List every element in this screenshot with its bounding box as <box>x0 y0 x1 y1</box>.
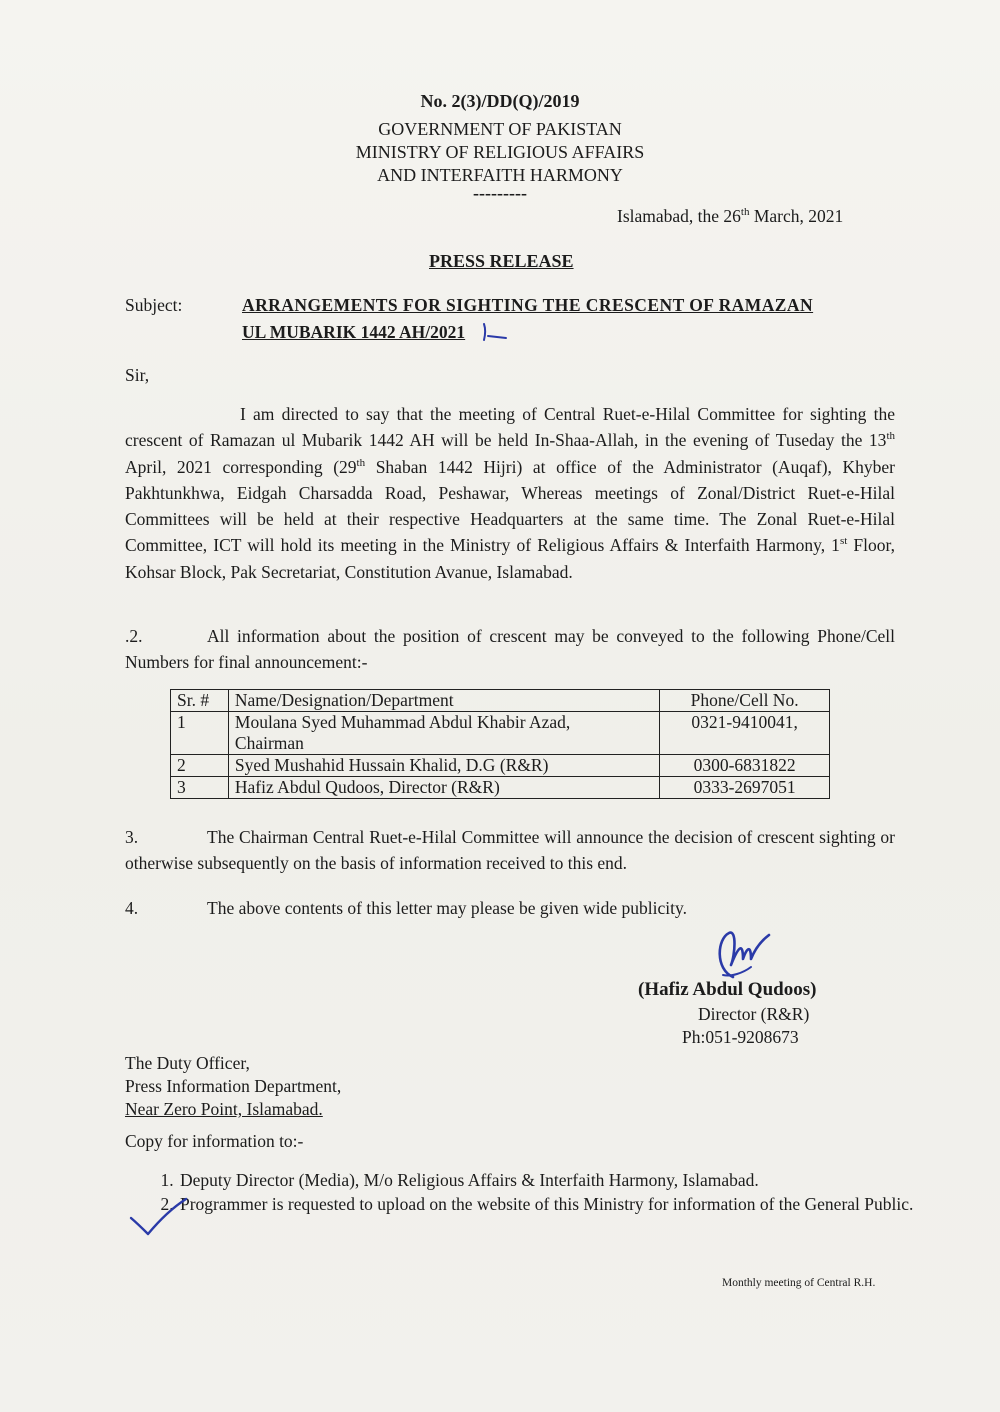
paragraph-2: .2. All information about the position of crescent may be conveyed to the following Phone/Cell Numbers for final announcement:- <box>125 623 895 676</box>
reference-number: No. 2(3)/DD(Q)/2019 <box>420 91 580 111</box>
copy-label: Copy for information to:- <box>125 1131 304 1151</box>
paragraph-1: I am directed to say that the meeting of Central Ruet-e-Hilal Committee for sighting the crescent of Ramazan ul Mubarik 1442 AH will be held In-Shaa-Allah, in the evening of Tuseday the 13th April, 2021 corresponding (29th Shaban 1442 Hijri) at office of the Administrator (Auqaf), Khyber Pakhtunkhwa, Eidgah Charsadda Road, Peshawar, Whereas meetings of Zonal/District Ruet-e-Hilal Committees will be held at their respective Headquarters at the same time. The Zonal Ruet-e-Hilal Committee, ICT will hold its meeting in the Ministry of Religious Affairs & Interfaith Harmony, 1st Floor, Kohsar Block, Pak Secretariat, Constitution Avanue, Islamabad. <box>125 404 895 582</box>
signatory-title: Director (R&R) <box>698 1004 810 1024</box>
list-item: 2. Programmer is requested to upload on the website of this Ministry for information of the General Public. <box>178 1192 958 1216</box>
header-line-ministry: MINISTRY OF RELIGIOUS AFFAIRS <box>355 142 645 162</box>
table-row <box>171 777 830 799</box>
row-sr: 2 <box>171 755 229 777</box>
paragraph-2-number: .2. <box>125 626 143 646</box>
table-row <box>171 712 830 755</box>
subject-label: Subject: <box>125 295 183 315</box>
row-name: Syed Mushahid Hussain Khalid, D.G (R&R) <box>228 755 659 777</box>
salutation: Sir, <box>125 365 150 385</box>
copy-list <box>125 1168 958 1216</box>
paragraph-4: 4. The above contents of this letter may please be given wide publicity. <box>125 895 895 921</box>
row-phone: 0321-9410041, <box>660 712 830 755</box>
paragraph-3-number: 3. <box>125 827 139 847</box>
checkmark-icon <box>128 1196 190 1238</box>
footnote: Monthly meeting of Central R.H. <box>722 1277 876 1289</box>
contact-table <box>170 689 830 799</box>
row-sr: 1 <box>171 712 229 755</box>
header-line-interfaith: AND INTERFAITH HARMONY <box>377 165 623 185</box>
document-date: Islamabad, the 26th March, 2021 <box>617 206 844 226</box>
subject-line-2: UL MUBARIK 1442 AH/2021 <box>242 322 466 342</box>
row-phone: 0300-6831822 <box>660 755 830 777</box>
paragraph-4-number: 4. <box>125 898 139 918</box>
header-sr: Sr. # <box>171 690 229 712</box>
signatory-name: (Hafiz Abdul Qudoos) <box>638 979 817 1000</box>
paragraph-3: 3. The Chairman Central Ruet-e-Hilal Committee will announce the decision of crescent sighting or otherwise subsequently on the basis of information received to this end. <box>125 824 895 877</box>
row-sr: 3 <box>171 777 229 799</box>
recipient-line-2: Press Information Department, <box>125 1076 342 1096</box>
subject-line-1: ARRANGEMENTS FOR SIGHTING THE CRESCENT OF RAMAZAN <box>242 295 814 315</box>
signature <box>705 925 775 985</box>
press-release-title: PRESS RELEASE <box>429 251 574 271</box>
header-line-government: GOVERNMENT OF PAKISTAN <box>378 119 622 139</box>
table-row <box>171 755 830 777</box>
row-name: Moulana Syed Muhammad Abdul Khabir Azad, Chairman <box>228 712 659 755</box>
signatory-phone: Ph:051-9208673 <box>682 1027 799 1047</box>
header-phone: Phone/Cell No. <box>660 690 830 712</box>
table-header-row <box>171 690 830 712</box>
recipient-line-3: Near Zero Point, Islamabad. <box>125 1099 323 1119</box>
pen-correction-mark <box>478 318 508 344</box>
row-phone: 0333-2697051 <box>660 777 830 799</box>
recipient-line-1: The Duty Officer, <box>125 1053 250 1073</box>
row-name: Hafiz Abdul Qudoos, Director (R&R) <box>228 777 659 799</box>
header-separator: --------- <box>473 183 527 203</box>
header-name: Name/Designation/Department <box>228 690 659 712</box>
list-item: 1. Deputy Director (Media), M/o Religious Affairs & Interfaith Harmony, Islamabad. <box>178 1168 958 1192</box>
